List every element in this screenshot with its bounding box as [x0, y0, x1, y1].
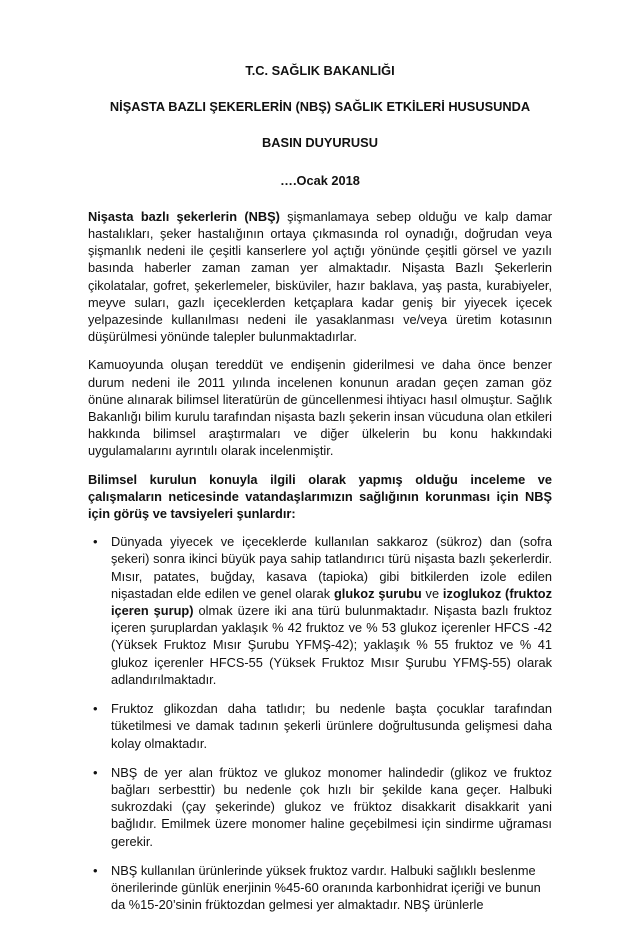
- bullet-text: NBŞ kullanılan ürünlerinde yüksek fruktoz vardır. Halbuki sağlıklı beslenme önerilerinde günlük enerjinin %45-60 oranında karbonhidrat içeriği ve bunun da %15-20’sinin früktozdan gelmesi yer almaktadır. NBŞ ürünlerle: [111, 862, 541, 913]
- bullet-text: ve: [421, 585, 443, 601]
- bullet-highlight: glukoz şurubu: [333, 585, 422, 601]
- bullet-item: [111, 862, 552, 914]
- bullet-text: NBŞ de yer alan früktoz ve glukoz monomer halindedir (glikoz ve fruktoz bağları serbesttir) bu nedenle çok hızlı bir şekilde kana geçer. Halbuki sukrozdaki (çay şekerinde) glukoz ve früktoz disakkarit disakkarit yani bağlıdır. Emilmek üzere monomer haline geçebilmesi için sindirme uğraması gerekir.: [111, 764, 552, 849]
- bullet-item: [111, 764, 552, 850]
- document-content: [88, 62, 552, 925]
- document-title: NİŞASTA BAZLI ŞEKERLERİN (NBŞ) SAĞLIK ETKİLERİ HUSUSUNDA: [109, 99, 531, 115]
- bullet-text: Fruktoz glikozdan daha tatlıdır; bu nedenle başta çocuklar tarafından tüketilmesi ve damak tadının şekerli ürünlere doğrultusunda gelişmesi daha kolay olmaktadır.: [111, 701, 552, 751]
- intro-paragraph: [88, 208, 552, 346]
- intro-text: şişmanlamaya sebep olduğu ve kalp damar hastalıkları, şeker hastalığının ortaya çıkmasında rol oynadığı, doğrudan veya şişmanlık nedeni ile çeşitli kanserlere yol açtığı yönünde çeşitli görsel ve yazılı basında haberler zaman zaman yer almaktadır. Nişasta Bazlı Şekerlerin çikolatalar, gofret, şekerlemeler, bisküviler, hazır baklava, yaş pasta, kurabiyeler, meyve suları, gazlı içeceklerden ketçaplara kadar geniş bir yiyecek içecek yelpazesinde kullanılması nedeni ile yasaklanması ve/veya üretim kotasının düşürülmesi yönünde talepler bulunmaktadırlar.: [88, 208, 552, 345]
- document-date: ….Ocak 2018: [280, 172, 360, 188]
- bullet-text: Dünyada yiyecek ve içeceklerde kullanılan sakkaroz (sükroz) dan (sofra şekeri) sonra ikinci büyük paya sahip tatlandırıcı türü nişasta bazlı şekerlerdir. Mısır, patates, buğday, kasava (tapioka) gibi bitkilerden izole edilen nişastadan elde edilen ve genel olarak: [111, 534, 552, 601]
- ministry-heading: T.C. SAĞLIK BAKANLIĞI: [245, 63, 395, 78]
- bullet-item: [111, 533, 552, 688]
- opinions-heading: Bilimsel kurulun konuyla ilgili olarak yapmış olduğu inceleme ve çalışmaların neticesinde vatandaşlarımızın sağlığının korunması için NBŞ için görüş ve tavsiyeleri şunlardır:: [88, 471, 552, 522]
- bullet-text: olmak üzere iki ana türü bulunmaktadır. Nişasta bazlı fruktoz içeren şuruplardan yaklaşık % 42 fruktoz ve % 53 glukoz içerenler HFCS -42 (Yüksek Fruktoz Mısır Şurubu YFMŞ-42); yaklaşık % 55 fruktoz ve % 41 glukoz içerenler HFCS-55 (Yüksek Fruktoz Mısır Şurubu YFMŞ-55) olarak adlandırılmaktadır.: [111, 603, 552, 687]
- context-paragraph: Kamuoyunda oluşan tereddüt ve endişenin giderilmesi ve daha önce benzer durum nedeni ile 2011 yılında incelenen konunun aradan geçen zaman göz önüne alınarak bilimsel literatürün de güncellenmesi ihtiyacı hasıl olmuştur. Sağlık Bakanlığı bilim kurulu tarafından nişasta bazlı şekerin insan vücuduna olan etkileri hakkında bilimsel araştırmaları ve diğer ülkelerin bu konu hakkındaki uygulamalarını ayrıntılı olarak incelenmiştir.: [88, 357, 552, 459]
- document-type: BASIN DUYURUSU: [262, 135, 378, 151]
- bullet-highlight: izoglukoz (fruktoz içeren şurup): [111, 585, 552, 619]
- opinions-list: [88, 533, 552, 913]
- bullet-item: [111, 700, 552, 752]
- intro-lead: Nişasta bazlı şekerlerin (NBŞ): [88, 208, 280, 224]
